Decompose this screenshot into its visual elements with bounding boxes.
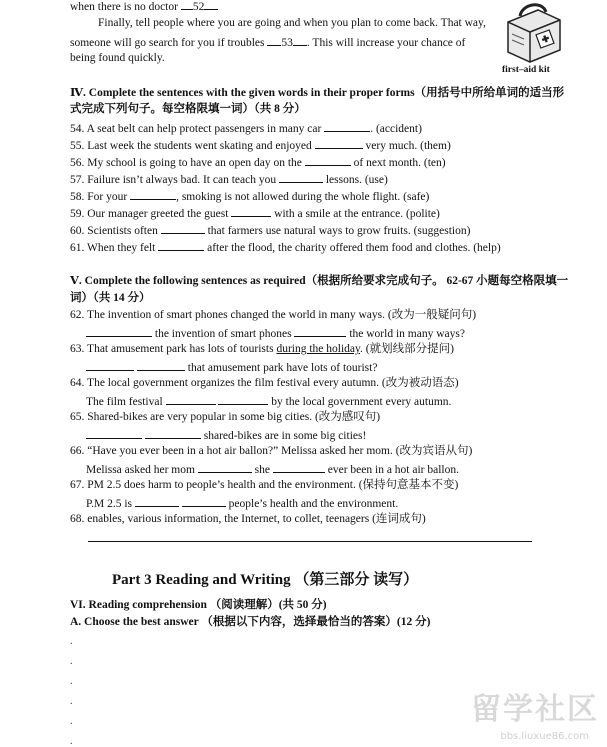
section-6-a-heading: A. Choose the best answer （根据以下内容，选择最恰当的答案）(12 分) bbox=[70, 616, 431, 628]
question-64-answer: The film festival by the local government every autumn. bbox=[86, 393, 451, 410]
paragraph-mark: . bbox=[70, 696, 73, 707]
question-59: 59. Our manager greeted the guest with a smile at the entrance. (polite) bbox=[70, 205, 440, 222]
question-67: 67. PM 2.5 does harm to people’s health and the environment. (保持句意基本不变) bbox=[70, 479, 459, 491]
paragraph-mark: . bbox=[70, 656, 73, 667]
question-65-answer: shared-bikes are in some big cities! bbox=[86, 427, 366, 444]
question-54: 54. A seat belt can help protect passengers in many car . (accident) bbox=[70, 120, 422, 137]
question-55: 55. Last week the students went skating and enjoyed very much. (them) bbox=[70, 137, 451, 154]
intro-line-1: when there is no doctor 52 bbox=[70, 0, 218, 15]
question-58: 58. For your , smoking is not allowed during the whole flight. (safe) bbox=[70, 188, 429, 205]
watermark-url: bbs.liuxue86.com bbox=[500, 731, 589, 742]
paragraph-mark: . bbox=[70, 736, 73, 747]
paragraph-mark: . bbox=[70, 676, 73, 687]
first-aid-kit-illustration bbox=[502, 2, 566, 64]
question-68: 68. enables, various information, the Internet, to collet, teenagers (连词成句) bbox=[70, 513, 426, 525]
paragraph-mark: . bbox=[70, 636, 73, 647]
section-6-heading: VI. Reading comprehension （阅读理解）(共 50 分) bbox=[70, 599, 327, 611]
intro-line-2: Finally, tell people where you are going and when you plan to come back. That way, bbox=[98, 17, 486, 29]
blank-52: 52 bbox=[192, 1, 205, 13]
section-4-heading: Ⅳ. Complete the sentences with the given words in their proper forms（用括号中所给单词的适当形 bbox=[70, 87, 565, 99]
watermark: 留学社区 bbox=[471, 692, 599, 727]
paragraph-mark: . bbox=[70, 716, 73, 727]
section-5-heading: Ⅴ. Complete the following sentences as required（根据所给要求完成句子。 62-67 小题每空格限填一 bbox=[70, 275, 569, 287]
kit-caption: first–aid kit bbox=[502, 65, 550, 75]
question-67-answer: P.M 2.5 is people’s health and the environment. bbox=[86, 495, 398, 512]
blank-53: 53 bbox=[281, 37, 293, 49]
question-66: 66. “Have you ever been in a hot air ballon?” Melissa asked her mom. (改为宾语从句) bbox=[70, 445, 473, 457]
part-3-title: Part 3 Reading and Writing （第三部分 读写） bbox=[112, 572, 419, 588]
question-61: 61. When they felt after the flood, the charity offered them food and clothes. (help) bbox=[70, 239, 501, 256]
question-68-answer-line bbox=[88, 541, 532, 542]
question-65: 65. Shared-bikes are very popular in some big cities. (改为感叹句) bbox=[70, 411, 381, 423]
section-5-heading-2: 词）（共 14 分） bbox=[70, 292, 151, 304]
question-60: 60. Scientists often that farmers use natural ways to grow fruits. (suggestion) bbox=[70, 222, 470, 239]
intro-line-3: someone will go search for you if troubles 53 . This will increase your chance of bbox=[70, 34, 465, 51]
question-63: 63. That amusement park has lots of tourists during the holiday. (就划线部分提问) bbox=[70, 343, 454, 355]
section-4-heading-2: 式完成下列句子。每空格限填一词）（共 8 分） bbox=[70, 103, 306, 115]
question-56: 56. My school is going to have an open day on the of next month. (ten) bbox=[70, 154, 446, 171]
question-64: 64. The local government organizes the film festival every autumn. (改为被动语态) bbox=[70, 377, 459, 389]
question-62: 62. The invention of smart phones changed the world in many ways. (改为一般疑问句) bbox=[70, 309, 477, 321]
intro-line-4: being found quickly. bbox=[70, 52, 165, 64]
question-66-answer: Melissa asked her mom she ever been in a hot air ballon. bbox=[86, 461, 459, 478]
question-57: 57. Failure isn’t always bad. It can teach you lessons. (use) bbox=[70, 171, 388, 188]
question-62-answer: the invention of smart phones the world in many ways? bbox=[86, 325, 465, 342]
question-63-answer: that amusement park have lots of tourist? bbox=[86, 359, 377, 376]
